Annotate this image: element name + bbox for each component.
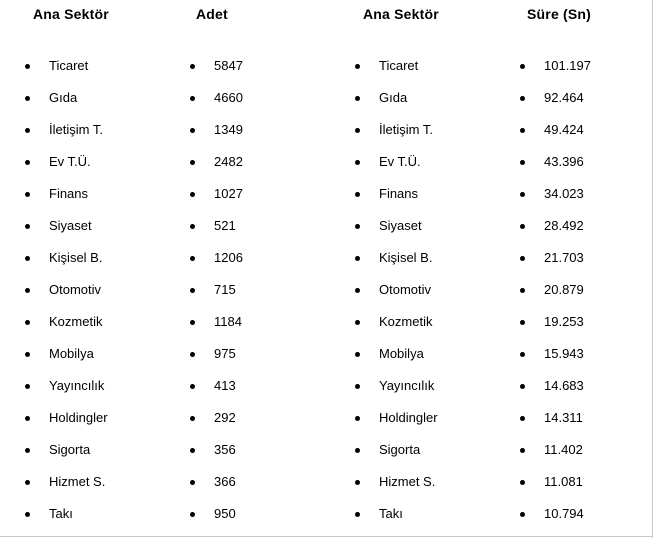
list-item-text: 20.879 [544, 282, 584, 297]
bullet-icon [25, 160, 30, 165]
bullet-icon [25, 288, 30, 293]
list-item-text: 950 [214, 506, 236, 521]
list-item-text: 49.424 [544, 122, 584, 137]
list-item-text: 11.081 [544, 474, 583, 489]
list-item-text: Gıda [49, 90, 78, 105]
bullet-icon [520, 288, 525, 293]
list-item-text: 1206 [214, 250, 243, 265]
bullet-icon [25, 448, 30, 453]
list-item-text: Holdingler [379, 410, 438, 425]
bullet-icon [190, 224, 195, 229]
list-item-text: Otomotiv [49, 282, 102, 297]
list-item-text: 101.197 [544, 58, 591, 73]
list-item-text: Kozmetik [379, 314, 433, 329]
bullet-icon [25, 480, 30, 485]
list-item-text: Otomotiv [379, 282, 432, 297]
bullet-icon [190, 480, 195, 485]
bullet-icon [190, 128, 195, 133]
bullet-icon [520, 128, 525, 133]
bullet-icon [25, 96, 30, 101]
list-item-text: Ev T.Ü. [379, 154, 421, 169]
bullet-icon [25, 256, 30, 261]
list-item-text: Holdingler [49, 410, 108, 425]
list-item-text: Kişisel B. [49, 250, 103, 265]
bullet-icon [25, 320, 30, 325]
list-item-text: 92.464 [544, 90, 584, 105]
frame-border-bottom [0, 536, 653, 537]
list-item-text: Sigorta [379, 442, 421, 457]
bullet-icon [520, 160, 525, 165]
bullet-icon [25, 352, 30, 357]
list-item-text: 11.402 [544, 442, 583, 457]
frame-border-right [652, 0, 653, 538]
bullet-icon [190, 384, 195, 389]
bullet-icon [355, 352, 360, 357]
bullet-icon [355, 96, 360, 101]
bullet-icon [520, 480, 525, 485]
bullet-icon [355, 480, 360, 485]
header-count: Adet [196, 6, 228, 22]
bullet-icon [25, 192, 30, 197]
list-item-text: Ev T.Ü. [49, 154, 91, 169]
bullet-icon [190, 96, 195, 101]
bullet-icon [520, 192, 525, 197]
bullet-icon [190, 352, 195, 357]
bullet-icon [190, 288, 195, 293]
bullet-icon [355, 416, 360, 421]
list-item-text: 19.253 [544, 314, 584, 329]
list-item-text: 15.943 [544, 346, 584, 361]
bullet-icon [520, 512, 525, 517]
list-item-text: Hizmet S. [49, 474, 106, 489]
list-item-text: Hizmet S. [379, 474, 436, 489]
list-item-text: 4660 [214, 90, 243, 105]
bullet-icon [355, 64, 360, 69]
bullet-icon [520, 64, 525, 69]
bullet-icon [190, 416, 195, 421]
list-item-text: 10.794 [544, 506, 584, 521]
bullet-icon [25, 416, 30, 421]
list-item-text: Finans [49, 186, 89, 201]
bullet-icon [520, 384, 525, 389]
bullet-icon [355, 224, 360, 229]
list-item-text: 21.703 [544, 250, 584, 265]
list-item-text: 975 [214, 346, 236, 361]
bullet-icon [190, 64, 195, 69]
list-item-text: 292 [214, 410, 236, 425]
list-item-text: 14.683 [544, 378, 584, 393]
bullet-icon [25, 64, 30, 69]
bullet-icon [355, 128, 360, 133]
bullet-icon [355, 320, 360, 325]
list-item-text: 43.396 [544, 154, 584, 169]
bullet-icon [25, 512, 30, 517]
bullet-icon [355, 192, 360, 197]
list-item-text: 413 [214, 378, 236, 393]
list-item-text: İletişim T. [49, 122, 103, 137]
list-item-text: Kişisel B. [379, 250, 433, 265]
bullet-icon [355, 160, 360, 165]
bullet-icon [190, 512, 195, 517]
bullet-icon [190, 192, 195, 197]
bullet-icon [355, 288, 360, 293]
bullet-icon [190, 256, 195, 261]
list-item-text: 366 [214, 474, 236, 489]
list-item-text: 356 [214, 442, 236, 457]
list-item-text: 28.492 [544, 218, 584, 233]
list-item-text: 14.311 [544, 410, 583, 425]
bullet-icon [520, 320, 525, 325]
bullet-icon [520, 224, 525, 229]
list-item-text: Yayıncılık [379, 378, 435, 393]
list-item-text: Siyaset [49, 218, 92, 233]
list-item-text: Yayıncılık [49, 378, 105, 393]
bullet-icon [355, 448, 360, 453]
header-sector-by-count: Ana Sektör [33, 6, 109, 22]
list-item-text: 521 [214, 218, 236, 233]
bullet-icon [25, 384, 30, 389]
header-sector-by-duration: Ana Sektör [363, 6, 439, 22]
list-item-text: Ticaret [379, 58, 419, 73]
bullet-icon [190, 320, 195, 325]
list-item-text: Gıda [379, 90, 408, 105]
list-item-text: Mobilya [379, 346, 424, 361]
list-item-text: İletişim T. [379, 122, 433, 137]
list-item-text: Mobilya [49, 346, 94, 361]
bullet-icon [520, 256, 525, 261]
list-item-text: Kozmetik [49, 314, 103, 329]
list-item-text: 5847 [214, 58, 243, 73]
list-item-text: 1027 [214, 186, 243, 201]
list-item-text: Takı [379, 506, 403, 521]
bullet-icon [520, 352, 525, 357]
bullet-icon [520, 96, 525, 101]
list-item-text: Finans [379, 186, 419, 201]
list-item-text: 34.023 [544, 186, 584, 201]
list-item-text: Takı [49, 506, 73, 521]
list-item-text: 2482 [214, 154, 243, 169]
bullet-icon [190, 448, 195, 453]
bullet-icon [25, 128, 30, 133]
list-item-text: 1184 [214, 314, 242, 329]
bullet-icon [520, 416, 525, 421]
list-item-text: 1349 [214, 122, 243, 137]
list-item-text: 715 [214, 282, 236, 297]
list-item-text: Ticaret [49, 58, 89, 73]
bullet-icon [520, 448, 525, 453]
bullet-icon [355, 256, 360, 261]
bullet-icon [190, 160, 195, 165]
bullet-icon [355, 512, 360, 517]
header-duration: Süre (Sn) [527, 6, 592, 22]
bullet-icon [25, 224, 30, 229]
list-item-text: Sigorta [49, 442, 91, 457]
bullet-icon [355, 384, 360, 389]
list-item-text: Siyaset [379, 218, 422, 233]
